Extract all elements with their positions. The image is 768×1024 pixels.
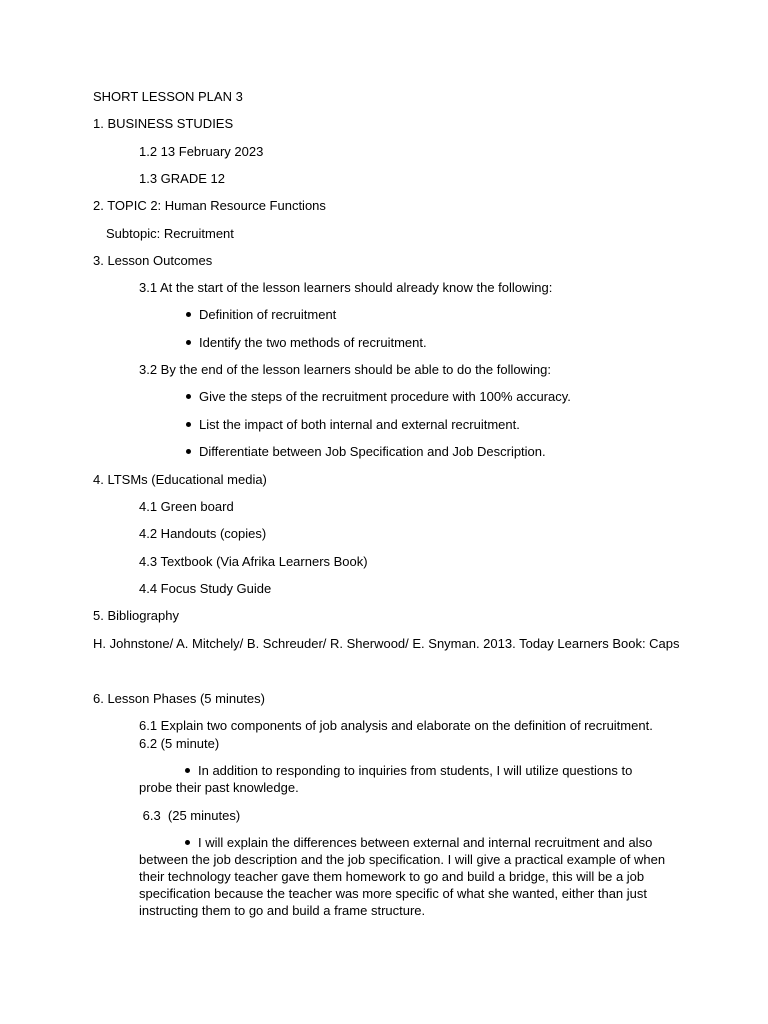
list-item [139, 834, 679, 919]
bullet-icon [186, 312, 191, 317]
list-item: 4.1 Green board [139, 499, 234, 514]
bibliography-reference: H. Johnstone/ A. Mitchely/ B. Schreuder/ R. Sherwood/ E. Snyman. 2013. Today Learners Book: Caps [93, 636, 680, 651]
list-item [199, 443, 546, 460]
section-3-heading: 3. Lesson Outcomes [93, 253, 213, 268]
list-item-text: Give the steps of the recruitment procedure with 100% accuracy. [199, 389, 571, 404]
list-item: 4.2 Handouts (copies) [139, 526, 267, 541]
bullet-icon [186, 340, 191, 345]
list-item-text: Differentiate between Job Specification and Job Description. [199, 444, 546, 459]
section-1-3-grade: 1.3 GRADE 12 [139, 171, 225, 186]
section-2-topic: 2. TOPIC 2: Human Resource Functions [93, 198, 326, 213]
list-item-text: In addition to responding to inquiries from students, I will utilize questions to probe their past knowledge. [139, 763, 633, 795]
list-item [199, 306, 336, 323]
section-3-2-text: 3.2 By the end of the lesson learners should be able to do the following: [139, 362, 551, 377]
bullet-icon [186, 422, 191, 427]
section-1-2-date: 1.2 13 February 2023 [139, 144, 264, 159]
list-item-text: Definition of recruitment [199, 307, 337, 322]
section-6-3-text: 6.3 (25 minutes) [139, 808, 241, 823]
list-item-text: I will explain the differences between external and internal recruitment and also between the job description and the job specification. I will give a practical example of when their technology teacher gave them homework to go and build a bridge, this will be a job specification because the teacher was more specific of what she wanted, either than just instructing them to go and build a frame structure. [139, 835, 666, 918]
section-2-subtopic: Subtopic: Recruitment [106, 226, 234, 241]
section-1-heading: 1. BUSINESS STUDIES [93, 116, 234, 131]
list-item [139, 762, 659, 796]
bullet-icon [185, 840, 190, 845]
list-item: 4.4 Focus Study Guide [139, 581, 272, 596]
section-3-1-text: 3.1 At the start of the lesson learners should already know the following: [139, 280, 553, 295]
list-item-text: Identify the two methods of recruitment. [199, 335, 427, 350]
document-title: SHORT LESSON PLAN 3 [93, 89, 243, 104]
list-item: 4.3 Textbook (Via Afrika Learners Book) [139, 554, 368, 569]
section-5-heading: 5. Bibliography [93, 608, 179, 623]
section-4-heading: 4. LTSMs (Educational media) [93, 472, 267, 487]
section-6-heading: 6. Lesson Phases (5 minutes) [93, 691, 265, 706]
bullet-icon [186, 449, 191, 454]
list-item [199, 334, 427, 351]
bullet-icon [186, 394, 191, 399]
bullet-icon [185, 768, 190, 773]
list-item-text: List the impact of both internal and external recruitment. [199, 417, 520, 432]
list-item [199, 388, 571, 405]
list-item [199, 416, 520, 433]
section-6-1-text: 6.1 Explain two components of job analysis and elaborate on the definition of recruitment. [139, 718, 653, 733]
section-6-2-text: 6.2 (5 minute) [139, 736, 220, 751]
